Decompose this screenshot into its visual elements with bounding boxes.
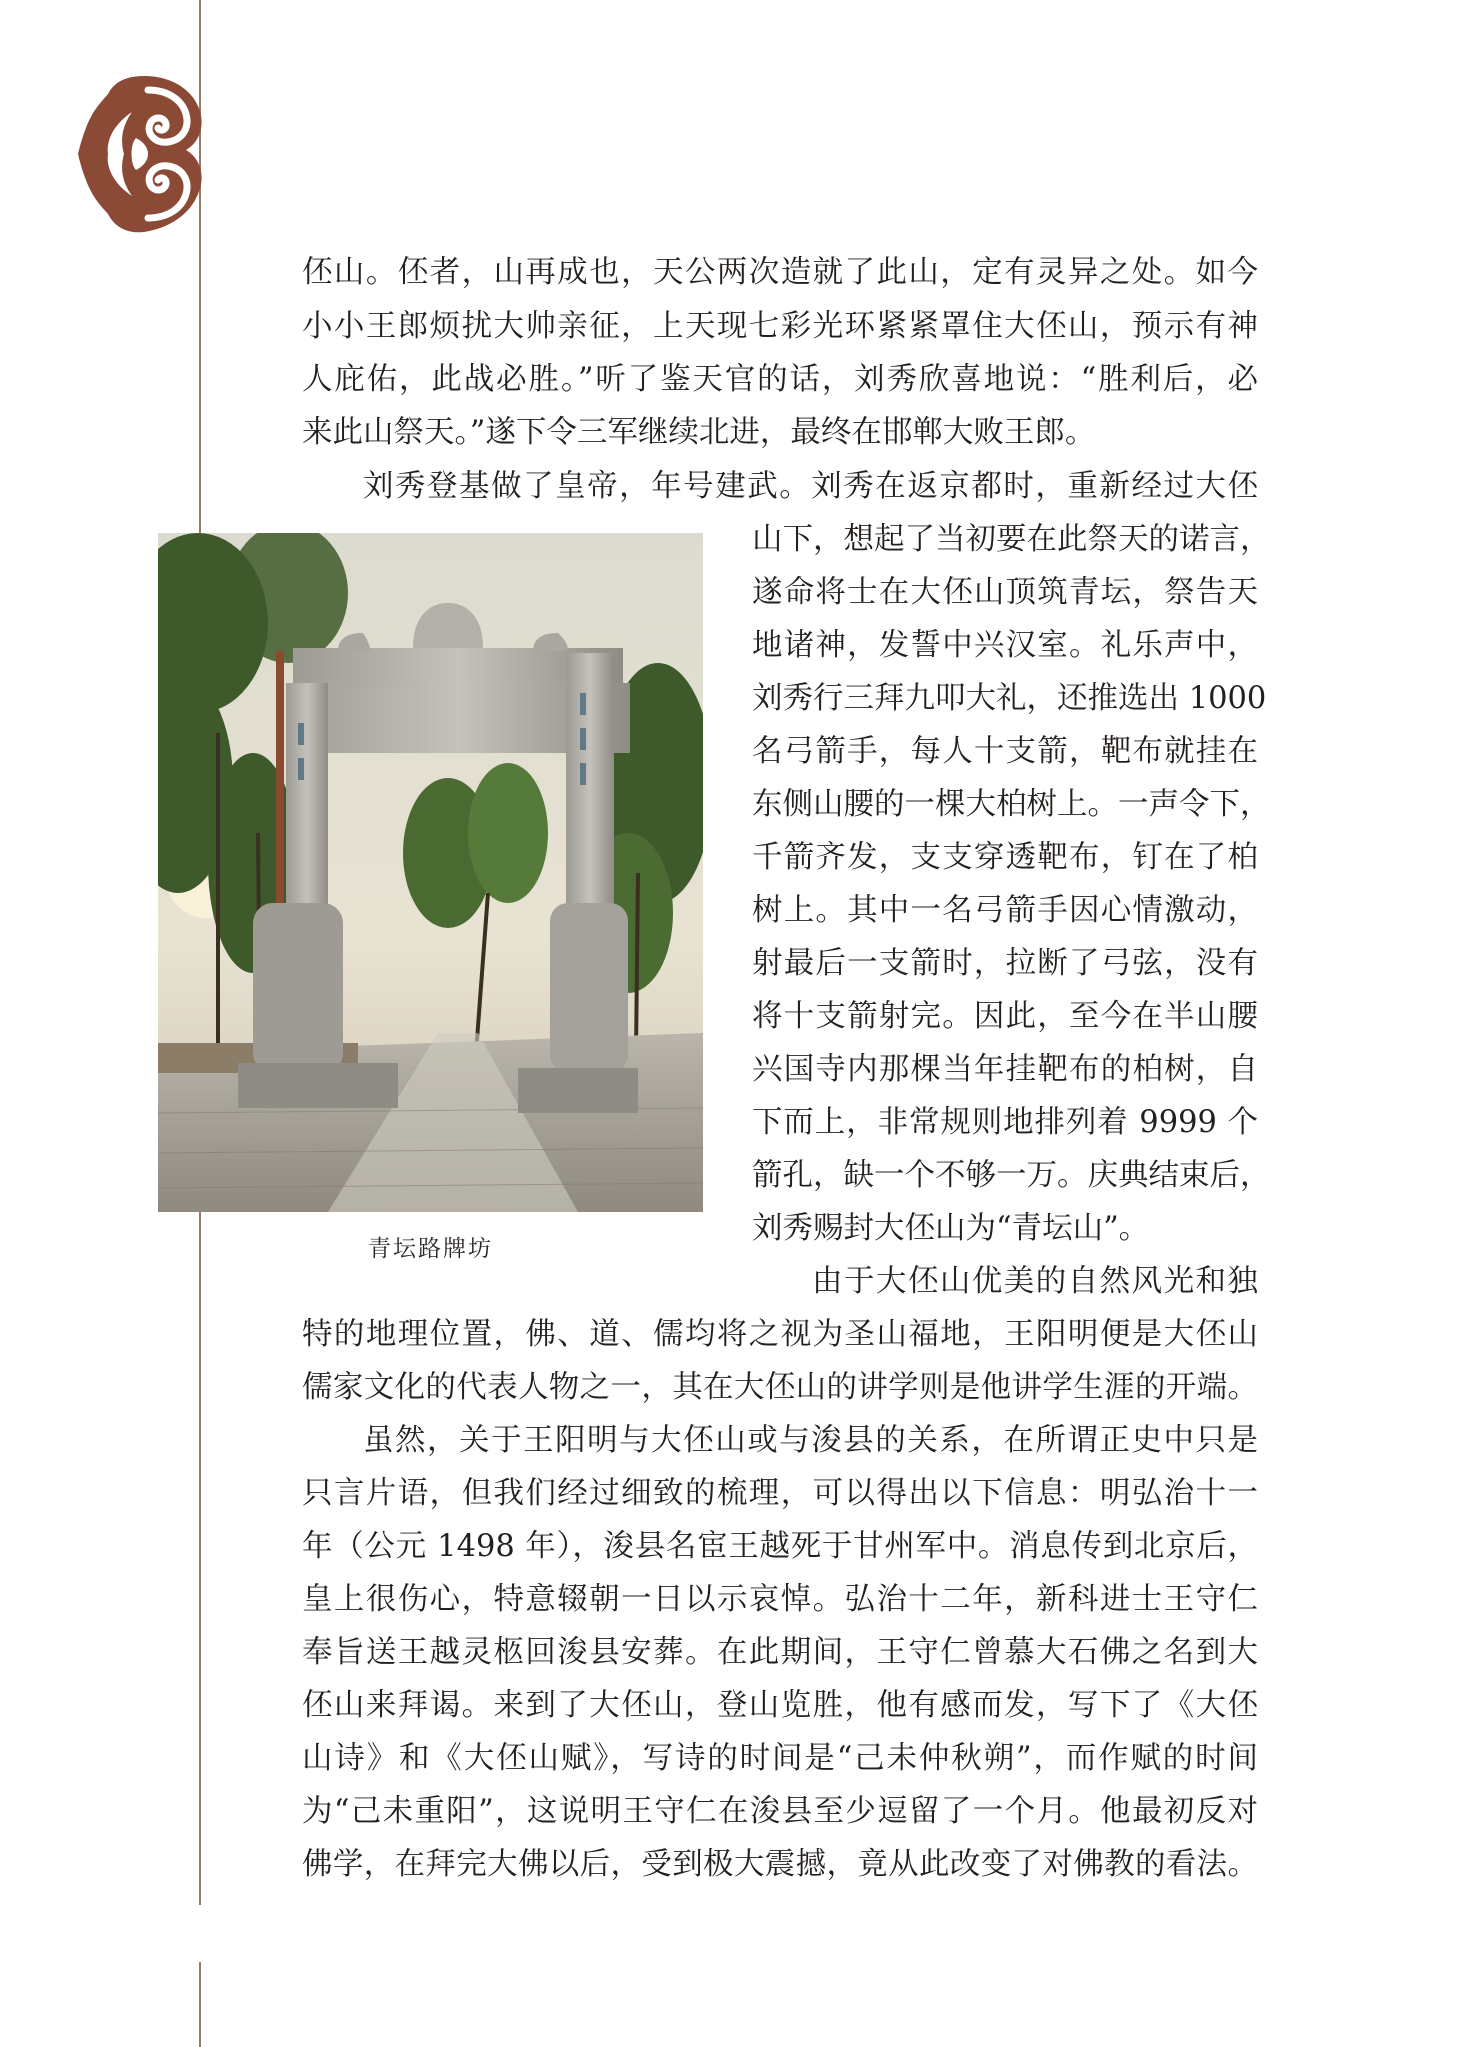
text-line: 为“己未重阳”，这说明王守仁在浚县至少逗留了一个月。他最初反对 (302, 1794, 1258, 1829)
text-line: 人庇佑，此战必胜。”听了鉴天官的话，刘秀欣喜地说：“胜利后，必 (302, 362, 1258, 397)
text-line: 名弓箭手，每人十支箭，靶布就挂在 (752, 734, 1258, 769)
photo-caption: 青坛路牌坊 (368, 1236, 493, 1262)
text-line: 箭孔，缺一个不够一万。庆典结束后， (752, 1158, 1271, 1193)
stone-archway-photo (158, 533, 703, 1212)
text-line: 皇上很伤心，特意辍朝一日以示哀悼。弘治十二年，新科进士王守仁 (302, 1582, 1258, 1617)
text-line: 东侧山腰的一棵大柏树上。一声令下， (752, 787, 1271, 822)
text-line: 千箭齐发，支支穿透靶布，钉在了柏 (752, 840, 1258, 875)
margin-rule-lower (199, 1962, 201, 2047)
text-line: 奉旨送王越灵柩回浚县安葬。在此期间，王守仁曾慕大石佛之名到大 (302, 1635, 1258, 1670)
text-line: 遂命将士在大伾山顶筑青坛，祭告天 (752, 575, 1258, 610)
text-line: 来此山祭天。”遂下令三军继续北进，最终在邯郸大败王郎。 (302, 415, 1096, 450)
text-line: 特的地理位置，佛、道、儒均将之视为圣山福地，王阳明便是大伾山 (302, 1317, 1258, 1352)
text-line: 儒家文化的代表人物之一，其在大伾山的讲学则是他讲学生涯的开端。 (302, 1370, 1258, 1405)
text-line: 年（公元 1498 年），浚县名宦王越死于甘州军中。消息传到北京后， (302, 1529, 1258, 1564)
cloud-scroll-icon (74, 72, 206, 236)
text-line: 伾山。伾者，山再成也，天公两次造就了此山，定有灵异之处。如今 (302, 255, 1258, 290)
text-line: 地诸神，发誓中兴汉室。礼乐声中， (752, 628, 1258, 663)
text-line: 兴国寺内那棵当年挂靶布的柏树，自 (752, 1052, 1258, 1087)
text-line: 树上。其中一名弓箭手因心情激动， (752, 893, 1258, 928)
text-line: 刘秀赐封大伾山为“青坛山”。 (752, 1211, 1150, 1246)
text-line: 佛学，在拜完大佛以后，受到极大震撼，竟从此改变了对佛教的看法。 (302, 1847, 1258, 1882)
text-line: 伾山来拜谒。来到了大伾山，登山览胜，他有感而发，写下了《大伾 (302, 1688, 1258, 1723)
text-line: 刘秀行三拜九叩大礼，还推选出 1000 (752, 681, 1267, 716)
text-line: 山诗》和《大伾山赋》，写诗的时间是“己未仲秋朔”，而作赋的时间 (302, 1741, 1258, 1776)
text-line: 只言片语，但我们经过细致的梳理，可以得出以下信息：明弘治十一 (302, 1476, 1258, 1511)
text-line: 刘秀登基做了皇帝，年号建武。刘秀在返京都时，重新经过大伾 (363, 469, 1258, 504)
text-line: 小小王郎烦扰大帅亲征，上天现七彩光环紧紧罩住大伾山，预示有神 (302, 309, 1258, 344)
text-line: 山下，想起了当初要在此祭天的诺言， (752, 522, 1271, 557)
text-line: 由于大伾山优美的自然风光和独 (812, 1264, 1258, 1299)
text-line: 下而上，非常规则地排列着 9999 个 (752, 1105, 1258, 1140)
text-line: 将十支箭射完。因此，至今在半山腰 (752, 999, 1258, 1034)
text-line: 虽然，关于王阳明与大伾山或与浚县的关系，在所谓正史中只是 (363, 1423, 1258, 1458)
text-line: 射最后一支箭时，拉断了弓弦，没有 (752, 946, 1258, 981)
